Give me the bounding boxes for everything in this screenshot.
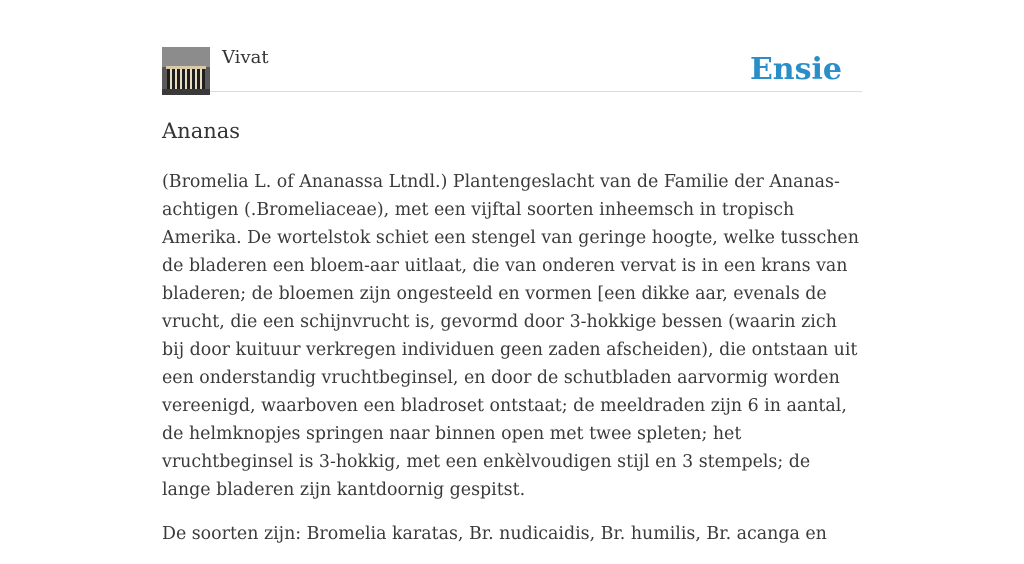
article-page [162, 0, 862, 544]
article-body [162, 168, 862, 564]
source-avatar[interactable] [162, 47, 210, 95]
article-header [162, 0, 862, 92]
source-name[interactable]: Vivat [222, 47, 269, 68]
ensie-logo-link[interactable]: Ensie [749, 52, 842, 87]
page-title: Ananas [162, 119, 241, 143]
book-spines-icon [162, 47, 210, 95]
article-paragraph: (Bromelia L. of Ananassa Ltndl.) Plantengeslacht van de Familie der Ananas-achtigen (.Bromeliaceae), met een vijftal soorten inheemsch in tropisch Amerika. De wortelstok schiet een stengel van geringe hoogte, welke tusschen de bladeren een bloem-aar uitlaat, die van onderen vervat is in een krans van bladeren; de bloemen zijn ongesteeld en vormen [een dikke aar, evenals de vrucht, die een schijnvrucht is, gevormd door 3-hokkige bessen (waarin zich bij door kuituur verkregen individuen geen zaden afscheiden), die ontstaan uit een onderstandig vruchtbeginsel, en door de schutbladen aarvormig worden vereenigd, waarboven een bladroset ontstaat; de meeldraden zijn 6 in aantal, de helmknopjes springen naar binnen open met twee spleten; het vruchtbeginsel is 3-hokkig, met een enkèlvoudigen stijl en 3 stempels; de lange bladeren zijn kantdoornig gespitst. [162, 172, 859, 500]
article-paragraph: De soorten zijn: Bromelia karatas, Br. nudicaidis, Br. humilis, Br. acanga en [162, 524, 827, 544]
